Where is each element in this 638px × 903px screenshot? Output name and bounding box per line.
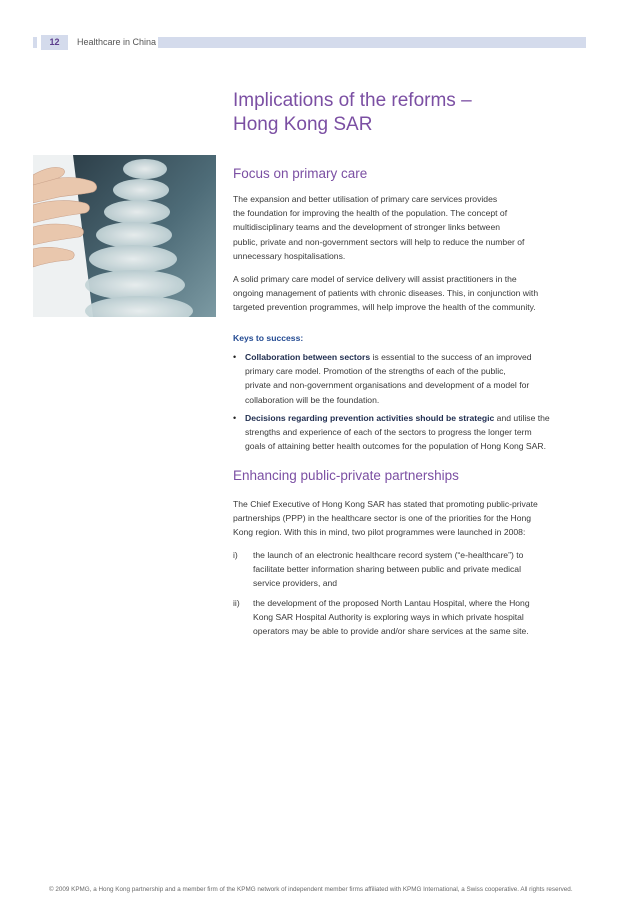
text-line: Kong region. With this in mind, two pilot programmes were launched in 2008: <box>233 527 526 538</box>
xray-photo <box>33 155 216 317</box>
text-line: public, private and non-government sectors will help to reduce the number of <box>233 236 525 247</box>
text-line: primary care model. Promotion of the strengths of each of the public, <box>245 366 506 377</box>
text-line: facilitate better information sharing between public and private medical <box>253 564 521 575</box>
page-title-line1: Implications of the reforms – <box>233 90 472 111</box>
xray-image <box>33 155 216 317</box>
bullet-emphasis: Collaboration between sectors <box>245 352 371 362</box>
text-line: the development of the proposed North Lantau Hospital, where the Hong <box>253 598 530 608</box>
item-number: i) <box>233 550 238 560</box>
header-bar-right <box>158 37 586 48</box>
text-line: goals of attaining better health outcomes for the population of Hong Kong SAR. <box>245 441 546 452</box>
bullet-text: is essential to the success of an improved <box>370 352 532 362</box>
bullet-dot-icon: • <box>233 352 237 362</box>
page-number: 12 <box>41 35 68 50</box>
text-line: strengths and experience of each of the sectors to progress the longer term <box>245 427 532 438</box>
text-line: collaboration will be the foundation. <box>245 394 380 405</box>
numbered-item <box>233 596 593 639</box>
header-section-title: Healthcare in China <box>77 37 157 47</box>
keys-to-success-label: Keys to success: <box>233 333 304 343</box>
page-title-line2: Hong Kong SAR <box>233 114 373 135</box>
numbered-item <box>233 548 593 591</box>
bullet-text: and utilise the <box>494 413 550 423</box>
bullet-emphasis: Decisions regarding prevention activities should be strategic <box>245 413 495 423</box>
item-number: ii) <box>233 598 240 608</box>
text-line: operators may be able to provide and/or share services at the same site. <box>253 626 529 637</box>
page-title <box>233 89 593 137</box>
text-line: Kong SAR Hospital Authority is exploring ways in which private hospital <box>253 612 524 623</box>
text-line: service providers, and <box>253 578 338 589</box>
text-line: partnerships (PPP) in the healthcare sector is one of the priorities for the Hong <box>233 513 532 524</box>
text-line: ongoing management of patients with chronic diseases. This, in conjunction with <box>233 288 539 299</box>
text-line: targeted prevention programmes, will help improve the health of the community. <box>233 302 536 313</box>
paragraph-ppp <box>233 497 593 540</box>
text-line: unnecessary hospitalisations. <box>233 250 346 261</box>
paragraph-primary-care-2 <box>233 272 593 315</box>
section-heading-ppp: Enhancing public-private partnerships <box>233 468 459 483</box>
text-line: multidisciplinary teams and the development of stronger links between <box>233 222 501 233</box>
bullet-dot-icon: • <box>233 413 237 423</box>
copyright-footer: © 2009 KPMG, a Hong Kong partnership and a member firm of the KPMG network of independent member firms affiliated with KPMG International, a Swiss cooperative. All rights reserved. <box>49 886 573 893</box>
text-line: A solid primary care model of service delivery will assist practitioners in the <box>233 274 517 284</box>
bullet-item <box>233 350 593 407</box>
section-heading-primary-care: Focus on primary care <box>233 166 368 181</box>
text-line: The Chief Executive of Hong Kong SAR has stated that promoting public-private <box>233 499 538 509</box>
text-line: private and non-government organisations and development of a model for <box>245 380 530 391</box>
text-line: the launch of an electronic healthcare record system (“e-healthcare”) to <box>253 550 524 560</box>
text-line: The expansion and better utilisation of primary care services provides <box>233 194 498 204</box>
header-bar-left <box>33 37 37 48</box>
text-line: the foundation for improving the health of the population. The concept of <box>233 208 508 219</box>
bullet-item <box>233 411 593 454</box>
paragraph-primary-care-1 <box>233 192 593 263</box>
